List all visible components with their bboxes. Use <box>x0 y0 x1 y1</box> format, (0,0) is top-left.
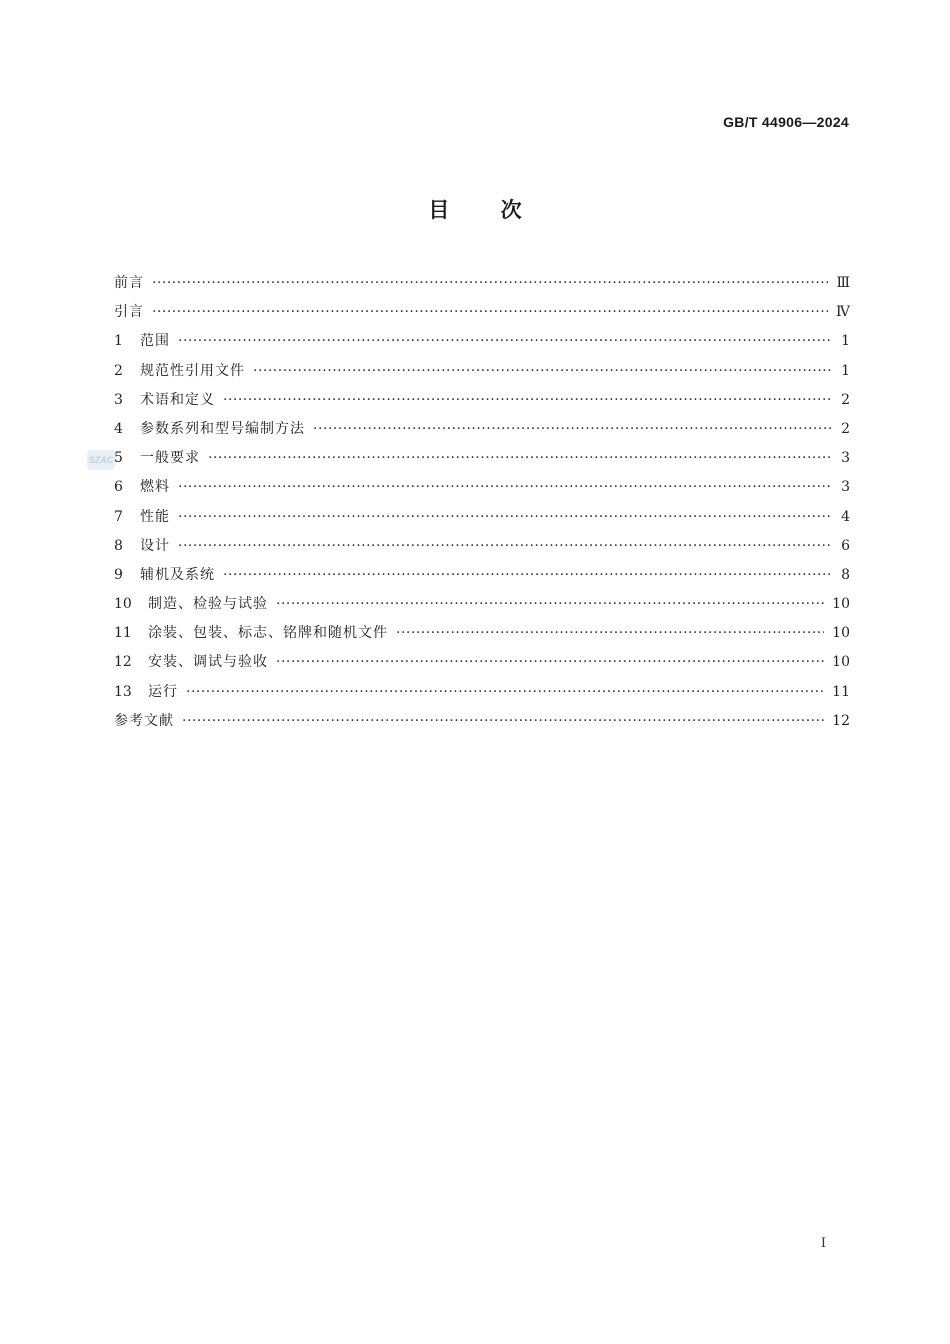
toc-entry-label: 辅机及系统 <box>140 566 215 583</box>
toc-entry-label: 术语和定义 <box>140 391 215 408</box>
toc-entry-number: 4 <box>114 420 123 437</box>
toc-entry-number: 12 <box>114 654 132 671</box>
toc-entry-label: 涂装、包装、标志、铭牌和随机文件 <box>148 625 388 642</box>
toc-entry-page: 12 <box>832 712 850 729</box>
toc-entry-page: 2 <box>841 420 850 437</box>
toc-leader-dots <box>178 503 832 532</box>
toc-entry-8[interactable] <box>114 532 850 561</box>
toc-entry-label: 范围 <box>140 333 170 350</box>
toc-entry-1[interactable] <box>114 327 850 356</box>
toc-leader-dots <box>152 298 828 327</box>
toc-entry-introduction[interactable] <box>114 298 850 327</box>
toc-entry-label: 一般要求 <box>140 450 200 467</box>
toc-leader-dots <box>178 473 832 502</box>
toc-entry-bibliography[interactable] <box>114 707 850 736</box>
toc-entry-page: 10 <box>832 625 850 642</box>
watermark-logo: SZAC <box>87 450 115 470</box>
toc-entry-11[interactable] <box>114 619 850 648</box>
toc-entry-page: 6 <box>841 537 850 554</box>
toc-leader-dots <box>178 532 832 561</box>
toc-entry-label: 前言 <box>114 275 144 291</box>
toc-entry-label: 安装、调试与验收 <box>148 654 268 671</box>
toc-entry-number: 6 <box>114 479 123 496</box>
toc-leader-dots <box>186 678 824 707</box>
toc-entry-number: 9 <box>114 566 123 583</box>
toc-entry-5[interactable] <box>114 444 850 473</box>
toc-entry-page: 11 <box>832 683 850 700</box>
toc-leader-dots <box>396 619 824 648</box>
toc-entry-page: 1 <box>841 362 850 379</box>
toc-entry-13[interactable] <box>114 678 850 707</box>
toc-entry-6[interactable] <box>114 473 850 502</box>
toc-entry-12[interactable] <box>114 648 850 677</box>
toc-entry-page: 1 <box>841 333 850 350</box>
toc-leader-dots <box>276 590 824 619</box>
toc-list <box>114 269 850 736</box>
toc-entry-page: 10 <box>832 596 850 613</box>
toc-entry-page: 3 <box>841 479 850 496</box>
toc-entry-page: 10 <box>832 654 850 671</box>
toc-entry-page: 4 <box>841 508 850 525</box>
toc-entry-2[interactable] <box>114 357 850 386</box>
toc-entry-label: 制造、检验与试验 <box>148 596 268 613</box>
toc-leader-dots <box>223 386 832 415</box>
toc-entry-number: 3 <box>114 391 123 408</box>
toc-entry-label: 参考文献 <box>114 712 174 729</box>
toc-entry-7[interactable] <box>114 503 850 532</box>
toc-entry-number: 10 <box>114 596 132 613</box>
toc-leader-dots <box>208 444 832 473</box>
toc-leader-dots <box>223 561 832 590</box>
toc-leader-dots <box>152 269 828 298</box>
toc-entry-10[interactable] <box>114 590 850 619</box>
toc-entry-number: 8 <box>114 537 123 554</box>
toc-entry-number: 5 <box>114 450 123 467</box>
toc-entry-label: 性能 <box>140 508 170 525</box>
toc-leader-dots <box>253 357 832 386</box>
toc-entry-page: Ⅲ <box>836 275 850 291</box>
toc-entry-label: 引言 <box>114 304 144 321</box>
toc-entry-page: 3 <box>841 450 850 467</box>
toc-entry-label: 参数系列和型号编制方法 <box>140 420 305 437</box>
toc-leader-dots <box>178 327 832 356</box>
toc-entry-page: 2 <box>841 391 850 408</box>
toc-leader-dots <box>276 648 824 677</box>
toc-entry-3[interactable] <box>114 386 850 415</box>
document-code: GB/T 44906—2024 <box>723 114 849 130</box>
toc-entry-number: 13 <box>114 683 132 700</box>
toc-entry-number: 11 <box>114 625 132 642</box>
toc-entry-label: 燃料 <box>140 479 170 496</box>
toc-entry-page: 8 <box>841 566 850 583</box>
toc-entry-page: Ⅳ <box>836 304 850 321</box>
toc-entry-foreword[interactable] <box>114 269 850 298</box>
toc-entry-number: 2 <box>114 362 123 379</box>
toc-entry-4[interactable] <box>114 415 850 444</box>
toc-entry-label: 运行 <box>148 683 178 700</box>
toc-title: 目 次 <box>428 198 522 222</box>
toc-entry-number: 7 <box>114 508 123 525</box>
toc-entry-number: 1 <box>114 333 123 350</box>
toc-leader-dots <box>313 415 832 444</box>
toc-entry-label: 设计 <box>140 537 170 554</box>
toc-entry-9[interactable] <box>114 561 850 590</box>
toc-entry-label: 规范性引用文件 <box>140 362 245 379</box>
page-number: I <box>820 1236 826 1251</box>
toc-leader-dots <box>182 707 824 736</box>
